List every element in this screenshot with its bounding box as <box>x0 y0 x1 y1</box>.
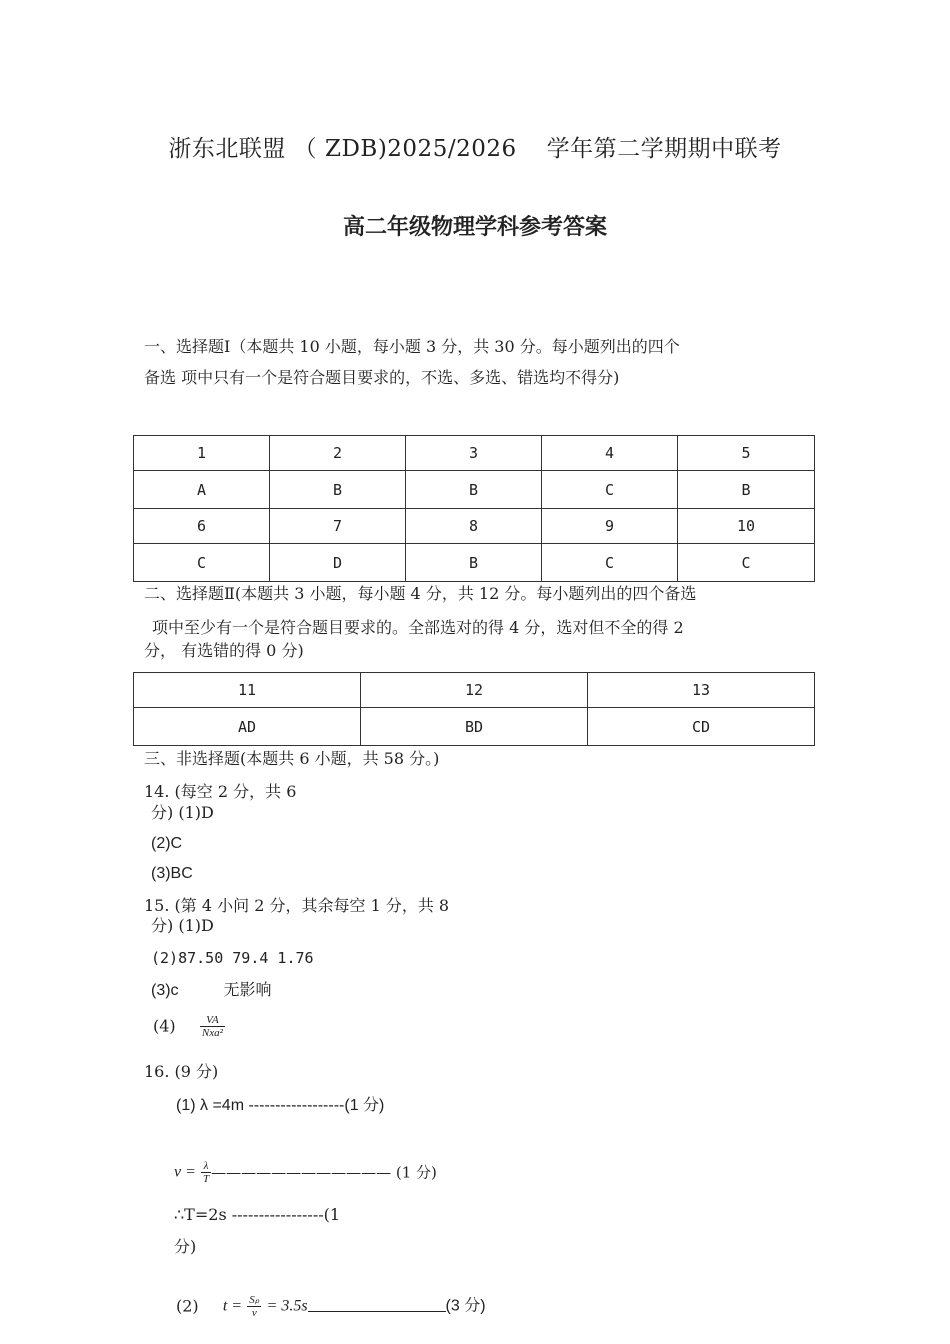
q15-answer-4-fraction <box>200 1014 225 1039</box>
q14-answer-2: (2)C <box>151 835 183 852</box>
q15-answer-3-value: 无影响 <box>223 982 272 999</box>
table-row <box>134 471 815 509</box>
table-cell: 11 <box>134 673 361 708</box>
formula-lhs: t = <box>222 1297 243 1315</box>
fraction-numerator: λ <box>201 1160 211 1173</box>
exam-title <box>0 130 950 163</box>
formula-lhs: v = <box>174 1163 196 1181</box>
table-cell: 2 <box>270 436 406 471</box>
table-cell: B <box>406 544 542 582</box>
table-cell: 5 <box>678 436 815 471</box>
q14-answer-3: (3)BC <box>151 865 193 882</box>
q15-answer-3-label: (3)c <box>151 982 179 999</box>
table-cell: 9 <box>542 509 678 544</box>
section2-line2: 项中至少有一个是符合题目要求的。全部选对的得 4 分，选对但不全的得 2 <box>152 618 684 637</box>
q15-answer-4 <box>153 1014 225 1039</box>
table-cell: 8 <box>406 509 542 544</box>
q16-formula-v <box>174 1160 437 1185</box>
section1-answer-table <box>133 435 815 582</box>
fraction-numerator: Sₚ <box>249 1294 260 1306</box>
q16-part2-score: (3 分) <box>445 1297 486 1315</box>
table-row <box>134 544 815 582</box>
formula-fraction <box>201 1160 211 1185</box>
table-cell: C <box>134 544 270 582</box>
table-cell: AD <box>134 708 361 746</box>
table-cell: 4 <box>542 436 678 471</box>
table-cell: 7 <box>270 509 406 544</box>
table-cell: CD <box>588 708 815 746</box>
section1-line2: 备选 项中只有一个是符合题目要求的，不选、多选、错选均不得分) <box>144 368 620 387</box>
table-cell: 12 <box>361 673 588 708</box>
q15-answer-1: 分) (1)D <box>151 916 214 935</box>
table-cell: 3 <box>406 436 542 471</box>
table-cell: C <box>678 544 815 582</box>
table-cell: A <box>134 471 270 509</box>
q15-answer-3 <box>151 977 271 1005</box>
answer-underline <box>308 1311 446 1312</box>
q14-heading: 14. (每空 2 分，共 6 <box>144 782 297 801</box>
exam-title-part2: 学年第二学期期中联考 <box>546 136 782 162</box>
table-row <box>134 509 815 544</box>
q15-answer-2: (2)87.50 79.4 1.76 <box>151 949 314 967</box>
formula-result: = 3.5s <box>266 1297 308 1315</box>
fraction-denominator: v <box>251 1307 257 1319</box>
table-cell: B <box>406 471 542 509</box>
table-cell: C <box>542 471 678 509</box>
table-cell: 10 <box>678 509 815 544</box>
fraction-denominator: Nxa² <box>201 1027 223 1039</box>
q14-answer-1: 分) (1)D <box>151 803 214 822</box>
table-cell: C <box>542 544 678 582</box>
exam-title-part1: 浙东北联盟 （ ZDB)2025/2026 <box>168 136 517 162</box>
exam-subtitle: 高二年级物理学科参考答案 <box>342 214 607 240</box>
q15-heading: 15. (第 4 小问 2 分，其余每空 1 分，共 8 <box>144 896 450 915</box>
q16-heading: 16. (9 分) <box>144 1062 219 1081</box>
q15-answer-4-label: (4) <box>153 1016 176 1036</box>
section3-heading: 三、非选择题(本题共 6 小题，共 58 分。) <box>144 749 440 768</box>
q16-part2-label: (2) <box>176 1296 199 1316</box>
section2-line3: 分， 有选错的得 0 分) <box>144 641 304 660</box>
table-cell: B <box>678 471 815 509</box>
table-cell: BD <box>361 708 588 746</box>
table-cell: D <box>270 544 406 582</box>
table-row <box>134 436 815 471</box>
formula-fraction <box>247 1294 261 1319</box>
table-row <box>134 673 815 708</box>
q16-part1-score: 分) <box>174 1237 197 1256</box>
section2-line1: 二、选择题Ⅱ(本题共 3 小题，每小题 4 分，共 12 分。每小题列出的四个备选 <box>144 584 697 603</box>
q16-part1-period: ∴T=2s -----------------(1 <box>174 1205 341 1224</box>
table-cell: 6 <box>134 509 270 544</box>
section1-line1: 一、选择题Ⅰ（本题共 10 小题，每小题 3 分，共 30 分。每小题列出的四个 <box>144 337 680 356</box>
table-cell: 1 <box>134 436 270 471</box>
table-cell: 13 <box>588 673 815 708</box>
fraction-numerator: VA <box>200 1014 225 1027</box>
section2-answer-table <box>133 672 815 746</box>
fraction-denominator: T <box>203 1173 210 1185</box>
q16-part2 <box>176 1294 486 1319</box>
formula-tail: ———————————— (1 分) <box>211 1163 437 1182</box>
table-row <box>134 708 815 746</box>
table-cell: B <box>270 471 406 509</box>
q16-part1: (1) λ =4m ------------------(1 分) <box>176 1097 385 1114</box>
